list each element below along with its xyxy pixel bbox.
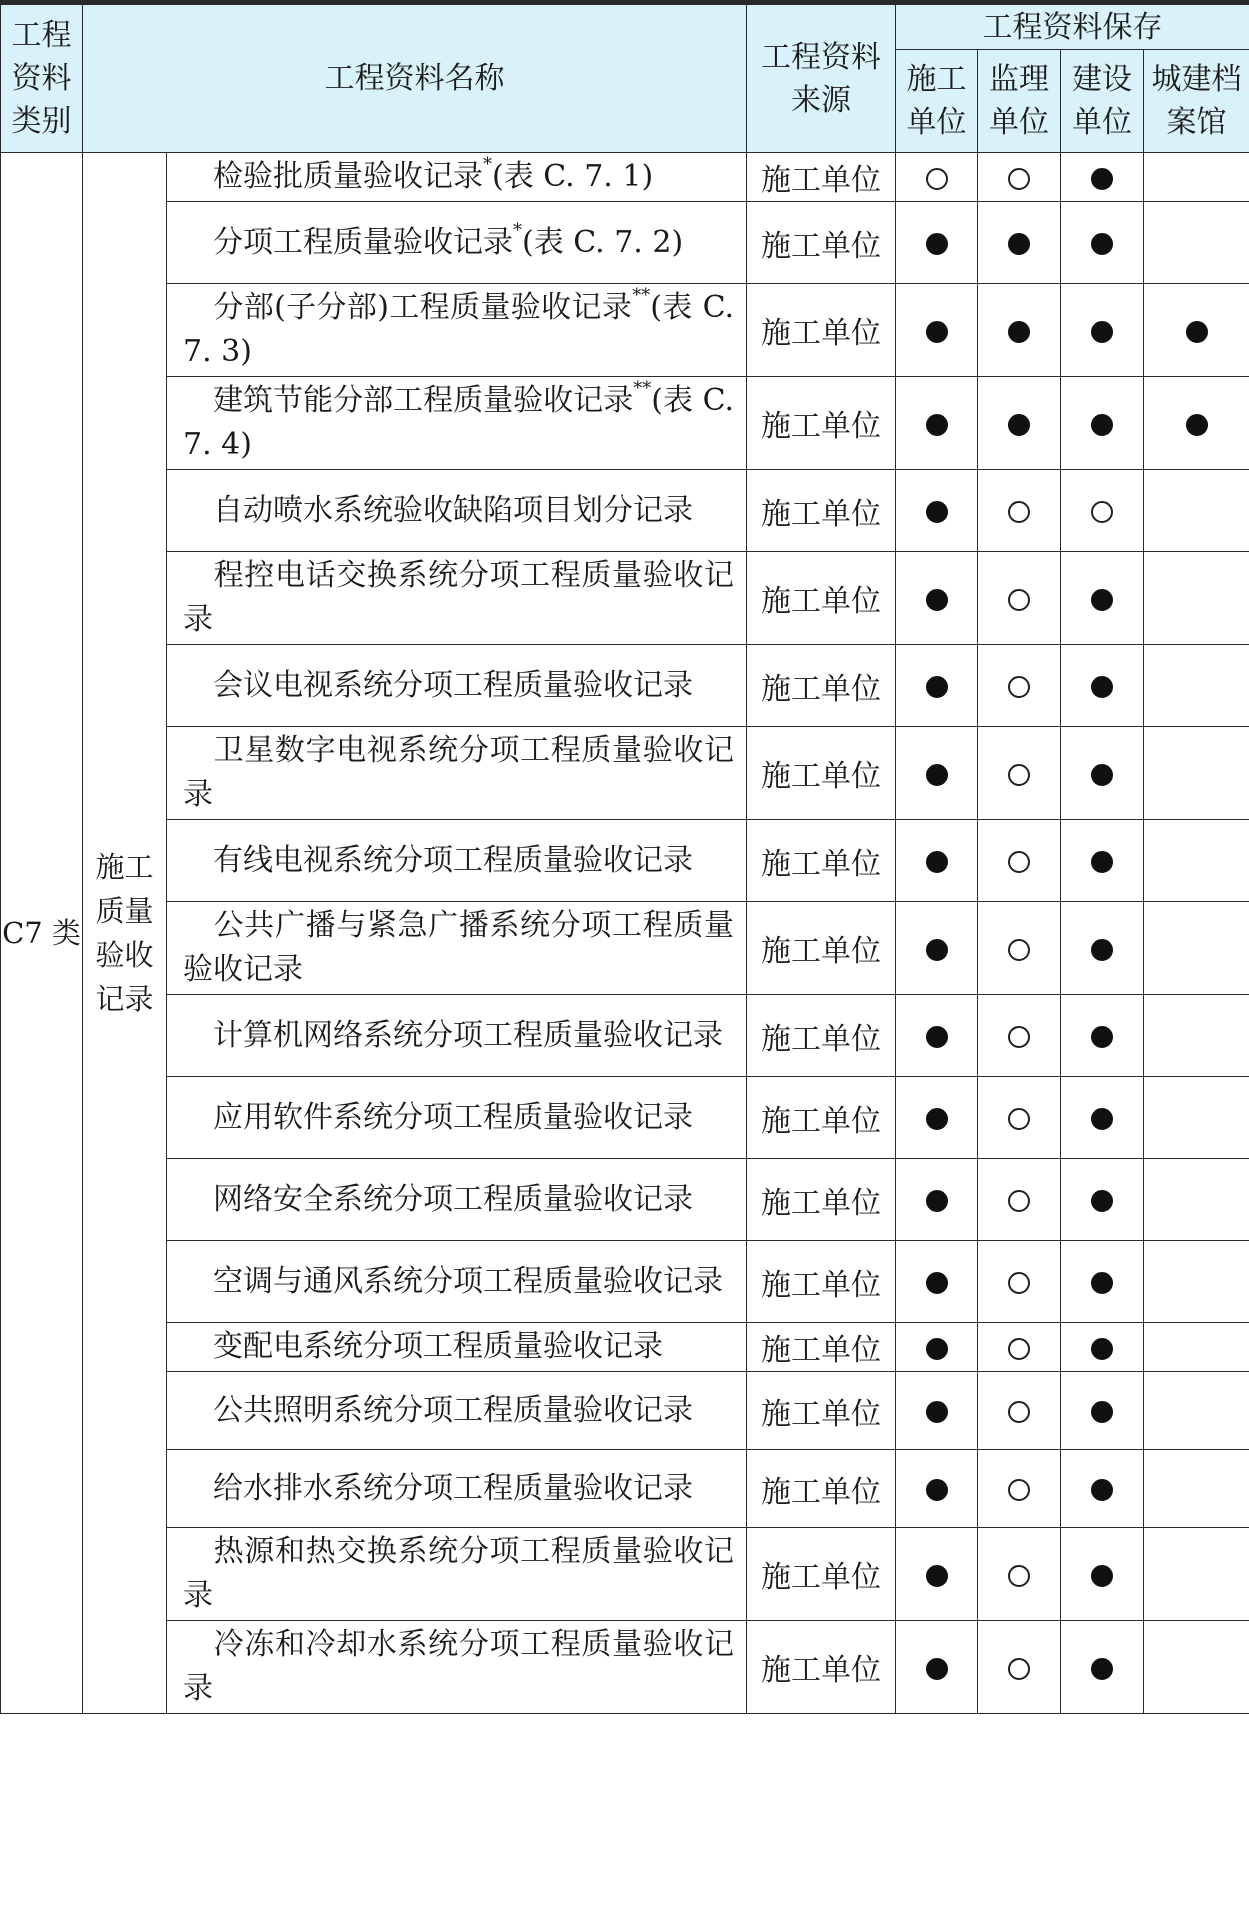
storage-supervisor-cell: [978, 1241, 1061, 1323]
record-source-cell: 施工单位: [747, 1372, 896, 1450]
table-row: [1, 1528, 1249, 1621]
storage-supervisor-cell: [978, 153, 1061, 202]
storage-supervisor-cell: [978, 470, 1061, 552]
filled-circle-icon: [1091, 414, 1113, 436]
open-circle-icon: [1091, 501, 1113, 523]
filled-circle-icon: [1091, 233, 1113, 255]
filled-circle-icon: [1008, 233, 1030, 255]
filled-circle-icon: [926, 1108, 948, 1130]
header-storage-owner: 建设单位: [1061, 50, 1144, 153]
storage-archive-cell: [1144, 202, 1249, 284]
header-category: 工程资料类别: [1, 5, 83, 153]
filled-circle-icon: [1091, 321, 1113, 343]
storage-supervisor-cell: [978, 1450, 1061, 1528]
record-name-cell: [167, 1372, 747, 1450]
filled-circle-icon: [926, 851, 948, 873]
archive-table: [0, 4, 1249, 1714]
record-source-cell: 施工单位: [747, 902, 896, 995]
record-name: 热源和热交换系统分项工程质量验收记录: [183, 1534, 734, 1613]
storage-archive-cell: [1144, 1450, 1249, 1528]
open-circle-icon: [1008, 1401, 1030, 1423]
storage-contractor-cell: [896, 153, 978, 202]
filled-circle-icon: [926, 1479, 948, 1501]
record-table-ref: (表 C. 7. 3): [183, 290, 734, 369]
storage-contractor-cell: [896, 284, 978, 377]
record-source-cell: 施工单位: [747, 1159, 896, 1241]
storage-supervisor-cell: [978, 284, 1061, 377]
header-source: 工程资料来源: [747, 5, 896, 153]
record-name: 检验批质量验收记录: [213, 159, 483, 194]
storage-archive-cell: [1144, 552, 1249, 645]
open-circle-icon: [1008, 589, 1030, 611]
open-circle-icon: [1008, 1190, 1030, 1212]
storage-contractor-cell: [896, 1077, 978, 1159]
storage-owner-cell: [1061, 1241, 1144, 1323]
record-table-ref: (表 C. 7. 4): [183, 383, 734, 462]
open-circle-icon: [1008, 1272, 1030, 1294]
storage-contractor-cell: [896, 377, 978, 470]
record-source-cell: 施工单位: [747, 1621, 896, 1714]
filled-circle-icon: [1091, 168, 1113, 190]
record-source-cell: 施工单位: [747, 1241, 896, 1323]
header-name: 工程资料名称: [83, 5, 747, 153]
header-storage-archive: 城建档案馆: [1144, 50, 1249, 153]
storage-owner-cell: [1061, 153, 1144, 202]
table-row: [1, 1241, 1249, 1323]
record-source-cell: 施工单位: [747, 202, 896, 284]
record-name: 变配电系统分项工程质量验收记录: [213, 1329, 663, 1364]
filled-circle-icon: [926, 676, 948, 698]
record-source-cell: 施工单位: [747, 1528, 896, 1621]
storage-contractor-cell: [896, 1621, 978, 1714]
open-circle-icon: [926, 168, 948, 190]
storage-contractor-cell: [896, 820, 978, 902]
storage-supervisor-cell: [978, 1323, 1061, 1372]
filled-circle-icon: [1008, 414, 1030, 436]
storage-owner-cell: [1061, 377, 1144, 470]
storage-supervisor-cell: [978, 1159, 1061, 1241]
table-row: [1, 995, 1249, 1077]
record-name-cell: [167, 1159, 747, 1241]
filled-circle-icon: [1091, 851, 1113, 873]
storage-contractor-cell: [896, 470, 978, 552]
record-name: 自动喷水系统验收缺陷项目划分记录: [213, 492, 693, 528]
open-circle-icon: [1008, 1565, 1030, 1587]
record-source-cell: 施工单位: [747, 820, 896, 902]
record-name-cell: [167, 284, 747, 377]
filled-circle-icon: [1091, 1108, 1113, 1130]
storage-owner-cell: [1061, 727, 1144, 820]
record-name: 分部(子分部)工程质量验收记录: [213, 290, 633, 325]
storage-owner-cell: [1061, 552, 1144, 645]
table-row: [1, 552, 1249, 645]
header-storage-group: 工程资料保存: [896, 5, 1249, 50]
storage-archive-cell: [1144, 1323, 1249, 1372]
storage-owner-cell: [1061, 1159, 1144, 1241]
storage-owner-cell: [1061, 1450, 1144, 1528]
storage-archive-cell: [1144, 1159, 1249, 1241]
record-source-cell: 施工单位: [747, 470, 896, 552]
storage-owner-cell: [1061, 1528, 1144, 1621]
storage-archive-cell: [1144, 995, 1249, 1077]
record-name: 计算机网络系统分项工程质量验收记录: [213, 1017, 723, 1053]
open-circle-icon: [1008, 851, 1030, 873]
record-name: 程控电话交换系统分项工程质量验收记录: [183, 558, 734, 637]
filled-circle-icon: [1091, 676, 1113, 698]
filled-circle-icon: [926, 939, 948, 961]
table-row: [1, 1323, 1249, 1372]
storage-supervisor-cell: [978, 820, 1061, 902]
filled-circle-icon: [1008, 321, 1030, 343]
record-footnote-mark: **: [632, 285, 651, 306]
storage-contractor-cell: [896, 1528, 978, 1621]
storage-archive-cell: [1144, 153, 1249, 202]
record-source-cell: 施工单位: [747, 995, 896, 1077]
table-row: [1, 645, 1249, 727]
table-row: [1, 902, 1249, 995]
open-circle-icon: [1008, 939, 1030, 961]
table-row: [1, 1159, 1249, 1241]
record-name-cell: [167, 202, 747, 284]
storage-archive-cell: [1144, 1621, 1249, 1714]
storage-archive-cell: [1144, 902, 1249, 995]
storage-supervisor-cell: [978, 1621, 1061, 1714]
record-name-cell: [167, 727, 747, 820]
open-circle-icon: [1008, 1338, 1030, 1360]
record-name-cell: [167, 1241, 747, 1323]
table-row: [1, 727, 1249, 820]
record-source-cell: 施工单位: [747, 645, 896, 727]
header-storage-contractor: 施工单位: [896, 50, 978, 153]
filled-circle-icon: [926, 501, 948, 523]
filled-circle-icon: [926, 414, 948, 436]
filled-circle-icon: [1091, 1272, 1113, 1294]
table-row: [1, 202, 1249, 284]
storage-contractor-cell: [896, 552, 978, 645]
storage-archive-cell: [1144, 727, 1249, 820]
storage-supervisor-cell: [978, 202, 1061, 284]
storage-archive-cell: [1144, 820, 1249, 902]
record-name-cell: [167, 1621, 747, 1714]
open-circle-icon: [1008, 676, 1030, 698]
record-name-cell: [167, 1450, 747, 1528]
filled-circle-icon: [1091, 1026, 1113, 1048]
category-cell: C7 类: [1, 153, 83, 1714]
table-row: [1, 820, 1249, 902]
table-row: [1, 470, 1249, 552]
record-name-cell: [167, 1323, 747, 1372]
storage-contractor-cell: [896, 1241, 978, 1323]
header-storage-supervisor: 监理单位: [978, 50, 1061, 153]
storage-supervisor-cell: [978, 552, 1061, 645]
storage-contractor-cell: [896, 645, 978, 727]
storage-archive-cell: [1144, 1241, 1249, 1323]
storage-archive-cell: [1144, 645, 1249, 727]
storage-contractor-cell: [896, 202, 978, 284]
record-name-cell: [167, 645, 747, 727]
record-source-cell: 施工单位: [747, 1323, 896, 1372]
open-circle-icon: [1008, 501, 1030, 523]
storage-supervisor-cell: [978, 995, 1061, 1077]
storage-contractor-cell: [896, 1450, 978, 1528]
filled-circle-icon: [1091, 589, 1113, 611]
open-circle-icon: [1008, 1026, 1030, 1048]
filled-circle-icon: [1091, 1338, 1113, 1360]
storage-archive-cell: [1144, 377, 1249, 470]
open-circle-icon: [1008, 1108, 1030, 1130]
filled-circle-icon: [926, 1338, 948, 1360]
filled-circle-icon: [926, 1272, 948, 1294]
filled-circle-icon: [1091, 1479, 1113, 1501]
record-name: 公共照明系统分项工程质量验收记录: [213, 1392, 693, 1428]
filled-circle-icon: [926, 1190, 948, 1212]
table-row: [1, 1450, 1249, 1528]
table-row: [1, 377, 1249, 470]
record-footnote-mark: *: [483, 154, 492, 175]
storage-contractor-cell: [896, 902, 978, 995]
filled-circle-icon: [1186, 321, 1208, 343]
storage-owner-cell: [1061, 470, 1144, 552]
record-name-cell: [167, 1528, 747, 1621]
record-footnote-mark: **: [633, 378, 652, 399]
table-row: [1, 153, 1249, 202]
record-table-ref: (表 C. 7. 2): [522, 224, 684, 260]
storage-contractor-cell: [896, 1159, 978, 1241]
storage-contractor-cell: [896, 727, 978, 820]
open-circle-icon: [1008, 168, 1030, 190]
storage-owner-cell: [1061, 995, 1144, 1077]
record-source-cell: 施工单位: [747, 377, 896, 470]
open-circle-icon: [1008, 1658, 1030, 1680]
storage-supervisor-cell: [978, 1372, 1061, 1450]
storage-owner-cell: [1061, 1077, 1144, 1159]
filled-circle-icon: [926, 1026, 948, 1048]
record-name-cell: [167, 153, 747, 202]
record-name-cell: [167, 552, 747, 645]
subcategory-cell: 施工质量验收记录: [83, 153, 167, 1714]
filled-circle-icon: [926, 1658, 948, 1680]
filled-circle-icon: [926, 1565, 948, 1587]
table-header: [1, 5, 1249, 153]
record-name: 空调与通风系统分项工程质量验收记录: [213, 1263, 723, 1299]
record-name-cell: [167, 470, 747, 552]
filled-circle-icon: [1091, 1190, 1113, 1212]
table-row: [1, 284, 1249, 377]
filled-circle-icon: [1091, 1401, 1113, 1423]
record-name: 建筑节能分部工程质量验收记录: [213, 383, 634, 418]
filled-circle-icon: [1091, 764, 1113, 786]
record-name: 给水排水系统分项工程质量验收记录: [213, 1470, 693, 1506]
record-source-cell: 施工单位: [747, 153, 896, 202]
record-name-cell: [167, 1077, 747, 1159]
storage-owner-cell: [1061, 1621, 1144, 1714]
storage-supervisor-cell: [978, 902, 1061, 995]
record-source-cell: 施工单位: [747, 1077, 896, 1159]
storage-supervisor-cell: [978, 1528, 1061, 1621]
record-name-cell: [167, 995, 747, 1077]
record-name: 卫星数字电视系统分项工程质量验收记录: [183, 733, 734, 812]
storage-archive-cell: [1144, 1077, 1249, 1159]
storage-owner-cell: [1061, 202, 1144, 284]
storage-supervisor-cell: [978, 645, 1061, 727]
storage-supervisor-cell: [978, 727, 1061, 820]
storage-archive-cell: [1144, 1372, 1249, 1450]
filled-circle-icon: [926, 1401, 948, 1423]
open-circle-icon: [1008, 1479, 1030, 1501]
table-row: [1, 1077, 1249, 1159]
storage-archive-cell: [1144, 284, 1249, 377]
record-source-cell: 施工单位: [747, 1450, 896, 1528]
record-name-cell: [167, 820, 747, 902]
record-name: 分项工程质量验收记录: [213, 224, 513, 260]
storage-owner-cell: [1061, 284, 1144, 377]
record-name: 应用软件系统分项工程质量验收记录: [213, 1099, 693, 1135]
filled-circle-icon: [926, 589, 948, 611]
storage-archive-cell: [1144, 1528, 1249, 1621]
storage-owner-cell: [1061, 820, 1144, 902]
record-name-cell: [167, 377, 747, 470]
table-body: [1, 153, 1249, 1714]
record-name: 网络安全系统分项工程质量验收记录: [213, 1181, 693, 1217]
record-footnote-mark: *: [513, 219, 522, 241]
record-name: 会议电视系统分项工程质量验收记录: [213, 667, 693, 703]
record-name: 有线电视系统分项工程质量验收记录: [213, 842, 693, 878]
filled-circle-icon: [1091, 1565, 1113, 1587]
storage-contractor-cell: [896, 1323, 978, 1372]
table-row: [1, 1621, 1249, 1714]
storage-archive-cell: [1144, 470, 1249, 552]
storage-owner-cell: [1061, 902, 1144, 995]
storage-contractor-cell: [896, 1372, 978, 1450]
filled-circle-icon: [926, 321, 948, 343]
filled-circle-icon: [1186, 414, 1208, 436]
storage-supervisor-cell: [978, 1077, 1061, 1159]
record-source-cell: 施工单位: [747, 727, 896, 820]
open-circle-icon: [1008, 764, 1030, 786]
filled-circle-icon: [926, 233, 948, 255]
record-name-cell: [167, 902, 747, 995]
storage-contractor-cell: [896, 995, 978, 1077]
record-name: 冷冻和冷却水系统分项工程质量验收记录: [183, 1627, 734, 1706]
storage-owner-cell: [1061, 1372, 1144, 1450]
storage-owner-cell: [1061, 645, 1144, 727]
table-row: [1, 1372, 1249, 1450]
record-source-cell: 施工单位: [747, 284, 896, 377]
filled-circle-icon: [1091, 1658, 1113, 1680]
record-source-cell: 施工单位: [747, 552, 896, 645]
record-table-ref: (表 C. 7. 1): [492, 159, 654, 194]
record-name: 公共广播与紧急广播系统分项工程质量验收记录: [183, 908, 734, 987]
storage-owner-cell: [1061, 1323, 1144, 1372]
storage-supervisor-cell: [978, 377, 1061, 470]
filled-circle-icon: [926, 764, 948, 786]
filled-circle-icon: [1091, 939, 1113, 961]
